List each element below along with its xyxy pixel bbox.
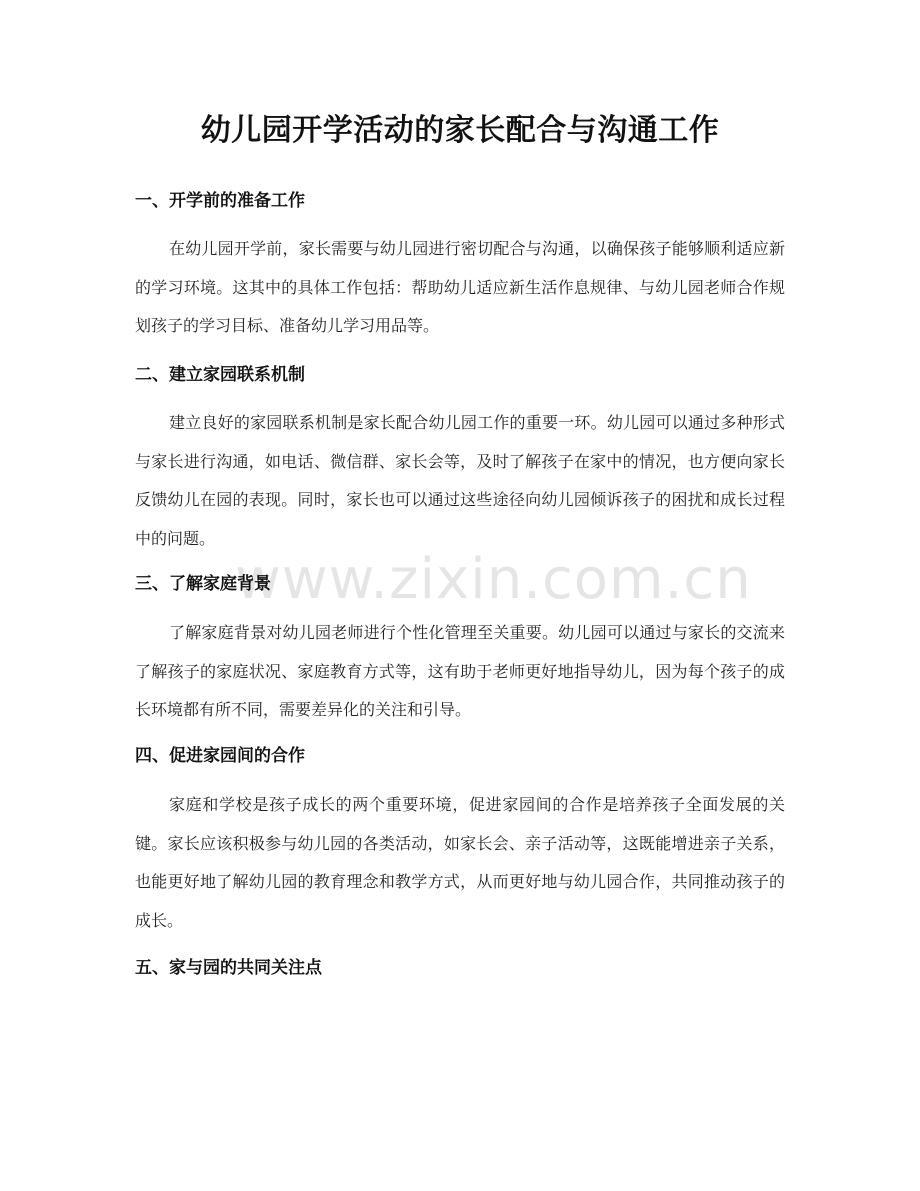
section-body-4: 家庭和学校是孩子成长的两个重要环境，促进家园间的合作是培养孩子全面发展的关键。家长应该积极参与幼儿园的各类活动，如家长会、亲子活动等，这既能增进亲子关系，也能更好地了解幼儿园的教育理念和教学方式，从而更好地与幼儿园合作，共同推动孩子的成长。 xyxy=(135,795,785,930)
section-heading-3: 三、了解家庭背景 xyxy=(135,574,271,594)
section-heading-1: 一、开学前的准备工作 xyxy=(135,191,305,211)
section-body-2: 建立良好的家园联系机制是家长配合幼儿园工作的重要一环。幼儿园可以通过多种形式与家长进行沟通，如电话、微信群、家长会等，及时了解孩子在家中的情况，也方便向家长反馈幼儿在园的表现。同时，家长也可以通过这些途径向幼儿园倾诉孩子的困扰和成长过程中的问题。 xyxy=(135,413,785,548)
section-body-1: 在幼儿园开学前，家长需要与幼儿园进行密切配合与沟通，以确保孩子能够顺利适应新的学习环境。这其中的具体工作包括：帮助幼儿适应新生活作息规律、与幼儿园老师合作规划孩子的学习目标、准备幼儿学习用品等。 xyxy=(135,239,785,335)
watermark: www.zixin.com.cn xyxy=(235,547,752,612)
section-heading-4: 四、促进家园间的合作 xyxy=(135,746,305,766)
section-heading-2: 二、建立家园联系机制 xyxy=(135,365,305,385)
document-title: 幼儿园开学活动的家长配合与沟通工作 xyxy=(200,113,720,148)
section-body-3: 了解家庭背景对幼儿园老师进行个性化管理至关重要。幼儿园可以通过与家长的交流来了解孩子的家庭状况、家庭教育方式等，这有助于老师更好地指导幼儿，因为每个孩子的成长环境都有所不同，需要差异化的关注和引导。 xyxy=(135,623,785,719)
section-heading-5: 五、家与园的共同关注点 xyxy=(135,958,322,978)
